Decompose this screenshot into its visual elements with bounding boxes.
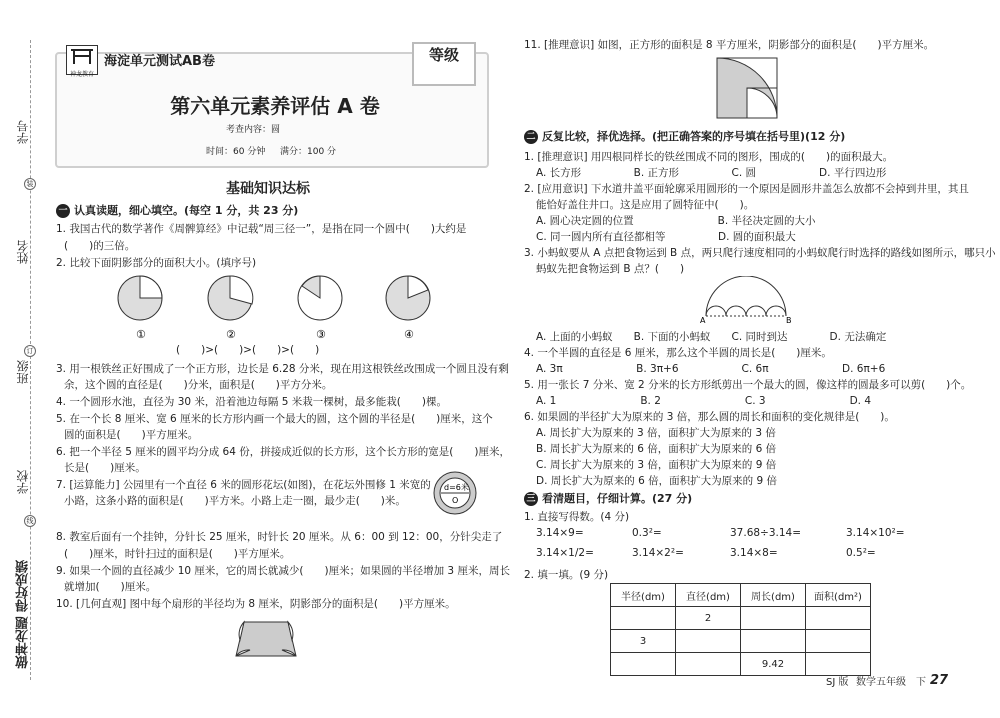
circle-2 [208, 276, 253, 320]
calc-2-3: 3.14×8= [730, 547, 778, 559]
margin-label-name: 姓名 [16, 240, 30, 264]
footer-edition: SJ 版 [826, 677, 849, 688]
page-number: 27 [930, 673, 949, 688]
table-cell[interactable] [611, 653, 676, 676]
s2-q6-option-d: D. 周长扩大为原来的 6 倍，面积扩大为原来的 9 倍 [536, 475, 777, 487]
s2-q6-option-c: C. 周长扩大为原来的 3 倍，面积扩大为原来的 9 倍 [536, 459, 777, 471]
table-cell[interactable] [676, 653, 741, 676]
circle-label-2: ② [226, 328, 236, 341]
section-banner: 基础知识达标 [226, 181, 310, 197]
exam-content: 考查内容：圆 [226, 125, 281, 135]
table-row [611, 630, 871, 653]
q2-line: 2. 比较下面阴影部分的面积大小。(填序号) [56, 257, 257, 269]
calc-2-1: 3.14×1/2= [536, 547, 594, 559]
section-3-number: 三 [524, 492, 538, 506]
s2-q6: 6. 如果圆的半径扩大为原来的 3 倍，那么圆的周长和面积的变化规律是( )。 [524, 411, 895, 423]
s2-q3-options: A. 上面的小蚂蚁 B. 下面的小蚂蚁 C. 同时到达 D. 无法确定 [536, 331, 887, 343]
point-b-label: B [786, 316, 792, 324]
s2-q2-options-ab: A. 圆心决定圆的位置 B. 半径决定圆的大小 [536, 215, 816, 227]
s2-q5-options: A. 1 B. 2 C. 3 D. 4 [536, 395, 872, 407]
q2-answer-blanks: ( )>( )>( )>( ) [176, 344, 320, 356]
table-cell: 3 [611, 630, 676, 653]
circle-table [610, 583, 871, 676]
q6-line-2: 长是( )厘米。 [64, 462, 146, 474]
s2-q6-option-b: B. 周长扩大为原来的 6 倍，面积扩大为原来的 6 倍 [536, 443, 777, 455]
s2-q3-line-2: 蚂蚁先把食物运到 B 点？( ) [536, 263, 685, 275]
brand-name: 神龙教育 [69, 71, 94, 78]
circle-label-1: ① [136, 328, 146, 341]
s2-q4-options: A. 3π B. 3π+6 C. 6π D. 6π+6 [536, 363, 886, 375]
table-cell[interactable] [676, 630, 741, 653]
section-2-heading [524, 130, 845, 144]
grade-box: 等级 [412, 42, 476, 86]
q8-line-1: 8. 教室后面有一个挂钟，分针长 25 厘米，时针长 20 厘米。从 6：00 到 12：00，分针尖走了 [56, 531, 503, 543]
q1-line-1: 1. 我国古代的数学著作《周髀算经》中记载“周三径一”，是指在同一个圆中( )大约是 [56, 223, 467, 235]
s2-q1: 1. [推理意识] 用四根同样长的铁丝围成不同的图形，围成的( )的面积最大。 [524, 151, 894, 163]
section-3-heading [524, 492, 692, 506]
table-cell[interactable] [741, 607, 806, 630]
table-head: 直径(dm) [676, 584, 741, 607]
section-2-title: 反复比较，择优选择。(把正确答案的序号填在括号里)(12 分) [542, 130, 846, 143]
q5-line-1: 5. 在一个长 8 厘米、宽 6 厘米的长方形内画一个最大的圆，这个圆的半径是( )厘米，这个 [56, 413, 493, 425]
section-1-heading [56, 204, 298, 218]
section-2-number: 二 [524, 130, 538, 144]
exam-time: 时间：60 分钟 [206, 147, 266, 157]
table-row [611, 653, 871, 676]
section-3-title: 看清题目，仔细计算。(27 分) [542, 492, 693, 505]
calc-title: 1. 直接写得数。(4 分) [524, 511, 630, 523]
q3-line-1: 3. 用一根铁丝正好围成了一个正方形，边长是 6.28 分米，现在用这根铁丝改围成一个圆且没有剩 [56, 363, 509, 375]
calc-1-1: 3.14×9= [536, 527, 584, 539]
q7-diameter-label: d=6米 [444, 483, 469, 492]
table-head: 周长(dm) [741, 584, 806, 607]
margin-mark-3: 线 [24, 515, 36, 527]
table-head: 半径(dm) [611, 584, 676, 607]
q5-line-2: 圆的面积是( )平方厘米。 [64, 429, 199, 441]
circle-3 [298, 276, 342, 320]
table-cell: 9.42 [741, 653, 806, 676]
s2-q2-line-2: 能恰好盖住井口。这是应用了圆特征中( )。 [536, 199, 755, 211]
table-cell[interactable] [806, 630, 871, 653]
margin-mark-2: 订 [24, 345, 36, 357]
margin-mark-1: 装 [24, 178, 36, 190]
s2-q6-option-a: A. 周长扩大为原来的 3 倍，面积扩大为原来的 3 倍 [536, 427, 776, 439]
q10-sector-figure [226, 618, 306, 658]
q6-line-1: 6. 把一个半径 5 厘米的圆平均分成 64 份，拼接成近似的长方形，这个长方形的宽是( )厘米， [56, 446, 510, 458]
point-a-label: A [700, 316, 706, 324]
table-header-row [611, 584, 871, 607]
table-cell[interactable] [806, 653, 871, 676]
binding-margin [0, 0, 48, 718]
gate-icon [67, 46, 97, 66]
q4-line: 4. 一个圆形水池，直径为 30 米，沿着池边每隔 5 米栽一棵树，最多能栽( )棵。 [56, 396, 447, 408]
q11-square-figure [715, 56, 779, 120]
q7-line-2: 小路，这条小路的面积是( )平方米。小路上走一圈，最少走( )米。 [64, 495, 406, 507]
footer-subject: 数学五年级 下 [856, 677, 926, 688]
calc-1-4: 3.14×10²= [846, 527, 905, 539]
series-title: 海淀单元测试AB卷 [104, 54, 215, 69]
circle-4 [386, 276, 430, 320]
section-1-number: 一 [56, 204, 70, 218]
s2-q2-options-cd: C. 同一圆内所有直径都相等 D. 圆的面积最大 [536, 231, 796, 243]
brand-logo [66, 45, 98, 78]
calc-2-4: 0.5²= [846, 547, 876, 559]
table-cell: 2 [676, 607, 741, 630]
margin-label-class: 班级 [16, 360, 30, 384]
circle-label-4: ④ [404, 328, 414, 341]
q8-line-2: ( )厘米，时针扫过的面积是( )平方厘米。 [64, 548, 291, 560]
calc-1-2: 0.3²= [632, 527, 662, 539]
margin-slogan: 做神龙题 得好成绩 [16, 560, 31, 669]
q9-line-1: 9. 如果一个圆的直径减少 10 厘米，它的周长就减少( )厘米；如果圆的半径增加 3 厘米，周长 [56, 565, 510, 577]
fill-title: 2. 填一填。(9 分) [524, 569, 609, 581]
table-cell[interactable] [806, 607, 871, 630]
margin-label-id: 学号 [16, 120, 30, 144]
s2-q4: 4. 一个半圆的直径是 6 厘米，那么这个半圆的周长是( )厘米。 [524, 347, 832, 359]
table-cell[interactable] [741, 630, 806, 653]
table-cell[interactable] [611, 607, 676, 630]
margin-label-school: 学校 [16, 470, 30, 494]
table-row [611, 607, 871, 630]
calc-1-3: 37.68÷3.14= [730, 527, 802, 539]
q7-center-label: O [452, 496, 459, 505]
s2-q1-options: A. 长方形 B. 正方形 C. 圆 D. 平行四边形 [536, 167, 887, 179]
table-head: 面积(dm²) [806, 584, 871, 607]
s2-q3-ant-path-figure [700, 276, 800, 324]
q9-line-2: 就增加( )厘米。 [64, 581, 157, 593]
s2-q3-line-1: 3. 小蚂蚁要从 A 点把食物运到 B 点，两只爬行速度相同的小蚂蚁爬行时选择的路线如图所示，哪只小 [524, 247, 996, 259]
q10-line: 10. [几何直观] 图中每个扇形的半径均为 8 厘米，阴影部分的面积是( )平方厘米。 [56, 598, 456, 610]
circle-label-3: ③ [316, 328, 326, 341]
exam-score: 满分：100 分 [280, 147, 337, 157]
circle-1 [118, 276, 162, 320]
q7-flowerbed-figure [432, 470, 478, 516]
page-title: 第六单元素养评估 A 卷 [170, 94, 380, 118]
calc-2-2: 3.14×2²= [632, 547, 684, 559]
q1-line-2: ( )的三倍。 [64, 240, 136, 252]
q11-line: 11. [推理意识] 如图，正方形的面积是 8 平方厘米，阴影部分的面积是( )平方厘米。 [524, 39, 935, 51]
section-1-title: 认真读题，细心填空。(每空 1 分，共 23 分) [74, 204, 299, 217]
q7-line-1: 7. [运算能力] 公园里有一个直径 6 米的圆形花坛(如图)，在花坛外围修 1 米宽的 [56, 479, 431, 491]
q3-line-2: 余，这个圆的直径是( )分米，面积是( )平方分米。 [64, 379, 333, 391]
s2-q2-line-1: 2. [应用意识] 下水道井盖平面轮廓采用圆形的一个原因是圆形井盖怎么放都不会掉到井里，其且 [524, 183, 969, 195]
q2-circles-figure [110, 272, 490, 344]
s2-q5: 5. 用一张长 7 分米、宽 2 分米的长方形纸剪出一个最大的圆，像这样的圆最多可以剪( )个。 [524, 379, 972, 391]
